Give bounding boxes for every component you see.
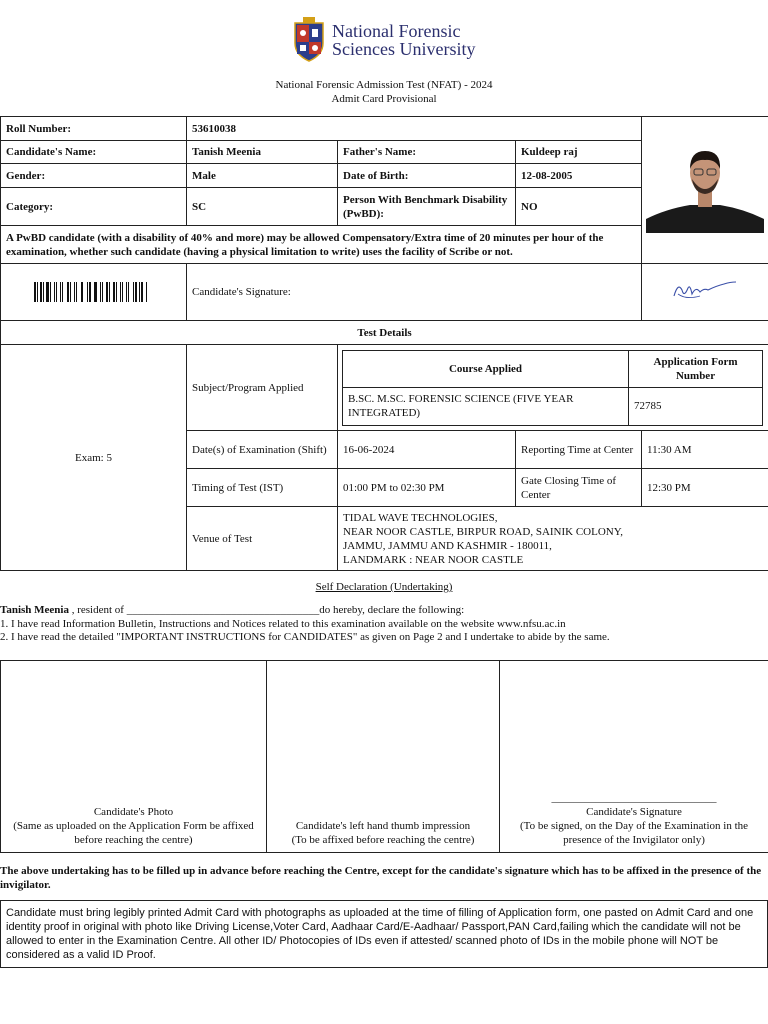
dob-label: Date of Birth: xyxy=(338,164,516,188)
category-label: Category: xyxy=(1,188,187,226)
declaration-line-2: 2. I have read the detailed "IMPORTANT INSTRUCTIONS for CANDIDATES" as given on Page 2 and I undertake to abide by the same. xyxy=(0,631,610,643)
father-label: Father's Name: xyxy=(338,141,516,164)
candidate-photo-icon xyxy=(646,143,764,233)
candidate-details-table xyxy=(0,116,768,321)
card-title: Admit Card Provisional xyxy=(331,93,437,105)
course-header: Course Applied xyxy=(343,350,629,387)
dob-value: 12-08-2005 xyxy=(516,164,642,188)
date-label: Date(s) of Examination (Shift) xyxy=(187,431,338,469)
test-details-table xyxy=(0,320,768,571)
candidate-signature-image xyxy=(642,264,768,321)
id-proof-note: Candidate must bring legibly printed Admit Card with photographs as uploaded at the time of filling of Application form, one pasted on Admit Card and one identity proof in original with photo like Driving License,Voter Card, Aadhaar Card/E-Aadhaar/ Passport,PAN Card,failing which the candidate will not be allowed to enter in the Examination Centre. All other ID/ Photocopies of IDs even if attested/ scanned photo of IDs in the mobile phone will NOT be considered as a valid ID Proof. xyxy=(0,900,768,968)
subject-label: Subject/Program Applied xyxy=(187,345,338,431)
exam-title: National Forensic Admission Test (NFAT) - 2024 xyxy=(275,79,493,91)
gender-label: Gender: xyxy=(1,164,187,188)
appform-header: Application Form Number xyxy=(629,350,763,387)
course-cell xyxy=(338,345,768,431)
university-name: National Forensic Sciences University xyxy=(332,21,476,59)
venue-label: Venue of Test xyxy=(187,507,338,571)
affix-boxes-table xyxy=(0,660,768,853)
date-value: 16-06-2024 xyxy=(338,431,516,469)
university-logo-icon xyxy=(292,17,326,63)
gate-label: Gate Closing Time of Center xyxy=(516,469,642,507)
test-details-title: Test Details xyxy=(1,321,768,345)
course-value: B.SC. M.SC. FORENSIC SCIENCE (FIVE YEAR INTEGRATED) xyxy=(343,387,629,425)
name-label: Candidate's Name: xyxy=(1,141,187,164)
self-declaration-title: Self Declaration (Undertaking) xyxy=(315,581,453,593)
sign-box: ______________________________ Candidate's Signature (To be signed, on the Day of the Examination in the presence of the Invigilator only) xyxy=(500,661,768,853)
pwbd-label: Person With Benchmark Disability (PwBD): xyxy=(338,188,516,226)
signature-icon xyxy=(670,276,740,304)
gate-value: 12:30 PM xyxy=(642,469,768,507)
venue-value: TIDAL WAVE TECHNOLOGIES, NEAR NOOR CASTLE, BIRPUR ROAD, SAINIK COLONY, JAMMU, JAMMU AND KASHMIR - 180011, LANDMARK : NEAR NOOR CASTLE xyxy=(338,507,768,571)
gender-value: Male xyxy=(187,164,338,188)
header xyxy=(0,16,768,66)
reporting-value: 11:30 AM xyxy=(642,431,768,469)
barcode xyxy=(1,264,187,321)
pwbd-note: A PwBD candidate (with a disability of 40% and more) may be allowed Compensatory/Extra time of 20 minutes per hour of the examination, whether such candidate (having a physical limitation to write) uses the facility of Scribe or not. xyxy=(1,226,642,264)
timing-label: Timing of Test (IST) xyxy=(187,469,338,507)
timing-value: 01:00 PM to 02:30 PM xyxy=(338,469,516,507)
thumb-box: Candidate's left hand thumb impression (To be affixed before reaching the centre) xyxy=(267,661,500,853)
signature-label: Candidate's Signature: xyxy=(187,264,642,321)
photo-box: Candidate's Photo (Same as uploaded on the Application Form be affixed before reaching the centre) xyxy=(1,661,267,853)
declaration-text: Tanish Meenia , resident of ___________________________________do hereby, declare the following: 1. I have read Information Bulletin, Instructions and Notices related to this examination available on the website www.nfsu.ac.in 2. I have read the detailed "IMPORTANT INSTRUCTIONS for CANDIDATES" as given on Page 2 and I undertake to abide by the same. xyxy=(0,604,768,645)
exam-label: Exam: 5 xyxy=(1,345,187,571)
reporting-label: Reporting Time at Center xyxy=(516,431,642,469)
barcode-icon xyxy=(34,282,181,302)
course-table xyxy=(342,350,763,426)
undertaking-note: The above undertaking has to be filled up in advance before reaching the Centre, except for the candidate's signature which has to be affixed in the presence of the invigilator. xyxy=(0,865,762,891)
document-title xyxy=(0,78,768,106)
roll-value: 53610038 xyxy=(187,117,642,141)
declaration-line-1: 1. I have read Information Bulletin, Instructions and Notices related to this examination available on the website www.nfsu.ac.in xyxy=(0,617,566,630)
declaration-name: Tanish Meenia xyxy=(0,604,69,616)
appform-value: 72785 xyxy=(629,387,763,425)
candidate-photo xyxy=(642,117,768,264)
category-value: SC xyxy=(187,188,338,226)
pwbd-value: NO xyxy=(516,188,642,226)
name-value: Tanish Meenia xyxy=(187,141,338,164)
roll-label: Roll Number: xyxy=(1,117,187,141)
father-value: Kuldeep raj xyxy=(516,141,642,164)
